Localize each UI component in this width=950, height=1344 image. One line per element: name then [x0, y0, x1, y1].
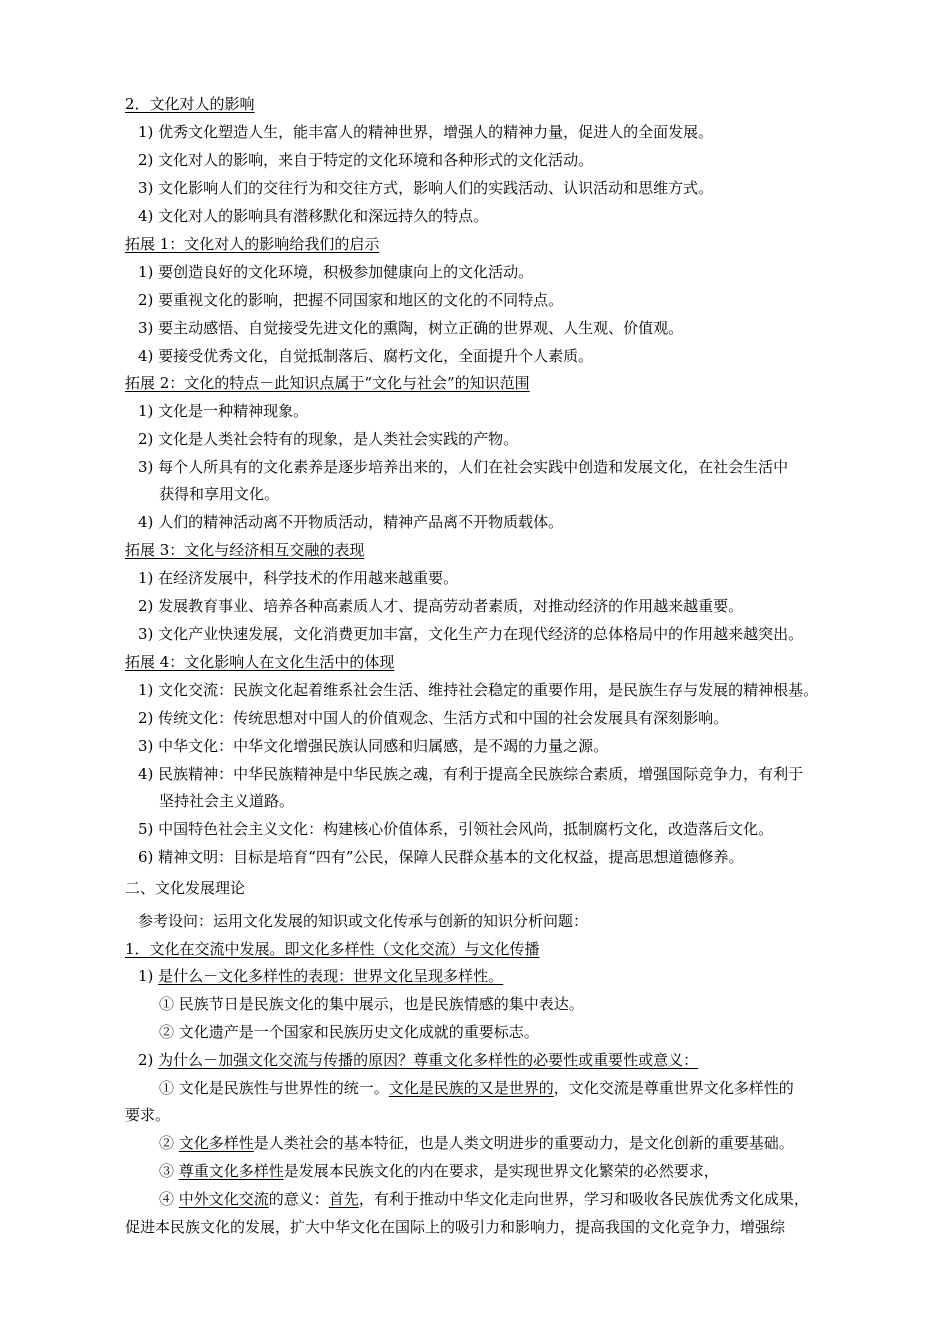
- text-run: 是发展本民族文化的内在要求，是实现世界文化繁荣的必然要求，: [283, 1162, 719, 1180]
- list-item: 4) 人们的精神活动离不开物质活动，精神产品离不开物质载体。: [138, 513, 564, 531]
- paragraph-continuation: 要求。: [125, 1106, 171, 1124]
- extension-title: 拓展 1：文化对人的影响给我们的启示: [125, 235, 380, 253]
- list-item: 1) 文化是一种精神现象。: [138, 402, 309, 420]
- text-run: ，有利于推动中华文化走向世界，学习和吸收各民族优秀文化成果，: [358, 1190, 809, 1208]
- question-text: 是什么－文化多样性的表现：世界文化呈现多样性。: [158, 967, 504, 985]
- list-item: ① 民族节日是民族文化的集中展示，也是民族情感的集中表达。: [159, 995, 584, 1013]
- paragraph-point-3: [159, 1161, 719, 1181]
- list-item: 2) 文化对人的影响，来自于特定的文化环境和各种形式的文化活动。: [138, 151, 594, 169]
- section-title: 2．文化对人的影响: [125, 95, 255, 113]
- list-item: ② 文化遗产是一个国家和民族历史文化成就的重要标志。: [159, 1023, 539, 1041]
- text-run: ① 文化是民族性与世界性的统一。: [159, 1079, 389, 1097]
- text-run: 的意义：: [268, 1190, 329, 1208]
- paragraph-point-4: [159, 1189, 809, 1209]
- text-run: 是人类社会的基本特征，也是人类文明进步的重要动力，是文化创新的重要基础。: [253, 1134, 794, 1152]
- text-run: ③: [159, 1162, 179, 1180]
- underlined-text: 文化是民族的又是世界的: [388, 1079, 554, 1097]
- extension-title: 拓展 2：文化的特点－此知识点属于“文化与社会”的知识范围: [125, 374, 530, 392]
- text-run: ，文化交流是尊重世界文化多样性的: [553, 1079, 794, 1097]
- paragraph-continuation: 促进本民族文化的发展，扩大中华文化在国际上的吸引力和影响力，提高我国的文化竞争力，增强综: [125, 1218, 786, 1236]
- list-item: 3) 每个人所具有的文化素养是逐步培养出来的，人们在社会实践中创造和发展文化，在社会生活中: [138, 458, 789, 476]
- list-item: 1) 在经济发展中，科学技术的作用越来越重要。: [138, 569, 459, 587]
- list-item: 1) 要创造良好的文化环境，积极参加健康向上的文化活动。: [138, 263, 534, 281]
- list-item: 3) 中华文化：中华文化增强民族认同感和归属感，是不竭的力量之源。: [138, 737, 609, 755]
- underlined-text: 尊重文化多样性: [178, 1162, 284, 1180]
- list-item: 4) 要接受优秀文化，自觉抵制落后、腐朽文化，全面提升个人素质。: [138, 347, 594, 365]
- paragraph-point-1: [159, 1078, 794, 1098]
- underlined-text: 文化多样性: [178, 1134, 254, 1152]
- list-item-continuation: 坚持社会主义道路。: [159, 792, 295, 810]
- list-item: 2) 文化是人类社会特有的现象，是人类社会实践的产物。: [138, 430, 519, 448]
- list-item: 3) 文化产业快速发展，文化消费更加丰富，文化生产力在现代经济的总体格局中的作用越来越突出。: [138, 625, 804, 643]
- list-item: 5) 中国特色社会主义文化：构建核心价值体系，引领社会风尚，抵制腐朽文化，改造落后文化。: [138, 820, 774, 838]
- list-item: 3) 要主动感悟、自觉接受先进文化的熏陶，树立正确的世界观、人生观、价值观。: [138, 319, 684, 337]
- extension-title: 拓展 3：文化与经济相互交融的表现: [125, 541, 365, 559]
- reference-question: 参考设问：运用文化发展的知识或文化传承与创新的知识分析问题：: [138, 912, 589, 930]
- question-why: [138, 1050, 698, 1070]
- question-what: [138, 966, 503, 986]
- paragraph-point-2: [159, 1133, 794, 1153]
- list-item: 4) 文化对人的影响具有潜移默化和深远持久的特点。: [138, 207, 489, 225]
- question-text: 为什么－加强文化交流与传播的原因？尊重文化多样性的必要性或重要性或意义：: [158, 1051, 699, 1069]
- subsection-title: 1．文化在交流中发展。即文化多样性（文化交流）与文化传播: [125, 940, 540, 958]
- underlined-text: 中外文化交流: [178, 1190, 269, 1208]
- underlined-text: 首先: [328, 1190, 359, 1208]
- extension-title: 拓展 4：文化影响人在文化生活中的体现: [125, 653, 395, 671]
- list-item: 2) 传统文化：传统思想对中国人的价值观念、生活方式和中国的社会发展具有深刻影响。: [138, 709, 729, 727]
- question-number: 2): [138, 1051, 159, 1069]
- list-item: 6) 精神文明：目标是培育“四有”公民，保障人民群众基本的文化权益，提高思想道德修养。: [138, 848, 744, 866]
- list-item: 3) 文化影响人们的交往行为和交往方式，影响人们的实践活动、认识活动和思维方式。: [138, 179, 714, 197]
- question-number: 1): [138, 967, 159, 985]
- list-item-continuation: 获得和享用文化。: [159, 485, 280, 503]
- chapter-heading: 二、文化发展理论: [125, 879, 246, 897]
- list-item: 1) 文化交流：民族文化起着维系社会生活、维持社会稳定的重要作用，是民族生存与发展的精神根基。: [138, 681, 819, 699]
- text-run: ④: [159, 1190, 179, 1208]
- list-item: 2) 发展教育事业、培养各种高素质人才、提高劳动者素质，对推动经济的作用越来越重要。: [138, 597, 744, 615]
- list-item: 1) 优秀文化塑造人生，能丰富人的精神世界，增强人的精神力量，促进人的全面发展。: [138, 123, 714, 141]
- list-item: 4) 民族精神：中华民族精神是中华民族之魂，有利于提高全民族综合素质，增强国际竞争力，有利于: [138, 765, 804, 783]
- text-run: ②: [159, 1134, 179, 1152]
- list-item: 2) 要重视文化的影响，把握不同国家和地区的文化的不同特点。: [138, 291, 564, 309]
